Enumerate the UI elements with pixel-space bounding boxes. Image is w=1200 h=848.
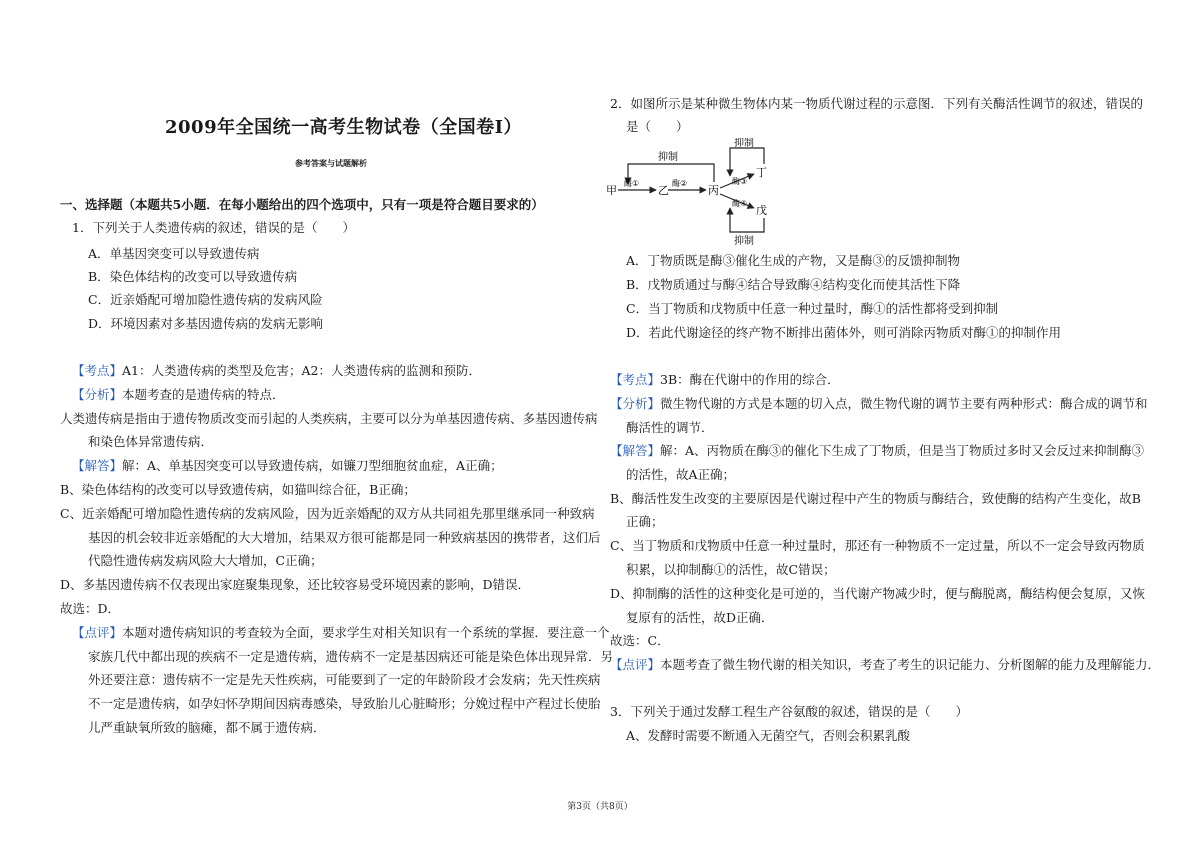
q1-jieda-c3: 代隐性遗传病发病风险大大增加，C正确； — [88, 553, 323, 568]
q1-jieda-d: D、多基因遗传病不仅表现出家庭聚集现象，还比较容易受环境因素的影响，D错误． — [60, 577, 531, 592]
label-inhibit-top-right: 抑制 — [734, 138, 754, 149]
page-title: 2009年全国统一高考生物试卷（全国卷Ⅰ） — [165, 117, 523, 138]
q1-option-b: B．染色体结构的改变可以导致遗传病 — [88, 269, 298, 284]
dianping-tag: 【点评】 — [72, 625, 123, 640]
q1-option-c: C．近亲婚配可增加隐性遗传病的发病风险 — [88, 292, 323, 307]
q1-jieda-c1: C、近亲婚配可增加隐性遗传病的发病风险，因为近亲婚配的双方从共同祖先那里继承同一种致病 — [60, 506, 595, 521]
inhibit-loop-top — [628, 164, 714, 184]
q1-kaodian: 【考点】A1：人类遗传病的类型及危害；A2：人类遗传病的监测和预防． — [72, 363, 481, 378]
jieda-tag: 【解答】 — [610, 443, 661, 458]
label-enzyme-4: 酶④ — [732, 199, 748, 208]
section-heading: 一、选择题（本题共5小题．在每小题给出的四个选项中，只有一项是符合题目要求的） — [60, 197, 544, 212]
q2-jieda-b1: B、酶活性发生改变的主要原因是代谢过程中产生的物质与酶结合，致使酶的结构产生变化，故B — [610, 491, 1141, 506]
node-wu: 戊 — [756, 204, 767, 217]
node-ding: 丁 — [756, 166, 767, 179]
q1-dianping-5: 儿严重缺氧所致的脑瘫，都不属于遗传病． — [88, 720, 326, 735]
q2-jieda-d2: 复原有的活性，故D正确． — [626, 610, 774, 625]
q1-fenxi: 【分析】本题考查的是遗传病的特点． — [72, 387, 285, 402]
label-enzyme-3: 酶③ — [732, 177, 748, 186]
q2-answer: 故选：C． — [610, 633, 670, 648]
q1-dianping-4: 不一定是遗传病，如孕妇怀孕期间因病毒感染，导致胎儿心脏畸形；分娩过程中产程过长使胎 — [88, 696, 601, 711]
q1-fenxi-body-2: 和染色体异常遗传病． — [88, 434, 214, 449]
q1-answer: 故选：D． — [60, 601, 121, 616]
fenxi-tag: 【分析】 — [72, 387, 123, 402]
label-enzyme-2: 酶② — [672, 179, 688, 188]
q1-stem: 1．下列关于人类遗传病的叙述，错误的是（ ） — [72, 220, 355, 235]
q2-stem-1: 2．如图所示是某种微生物体内某一物质代谢过程的示意图．下列有关酶活性调节的叙述，错误的 — [610, 96, 1143, 111]
q1-jieda-b: B、染色体结构的改变可以导致遗传病，如猫叫综合征，B正确； — [60, 482, 416, 497]
node-jia: 甲 — [606, 184, 617, 197]
page-footer: 第3页（共8页） — [567, 802, 633, 812]
q1-option-a: A．单基因突变可以导致遗传病 — [88, 246, 260, 261]
q1-option-d: D．环境因素对多基因遗传病的发病无影响 — [88, 316, 324, 331]
q3-stem: 3．下列关于通过发酵工程生产谷氨酸的叙述，错误的是（ ） — [610, 704, 968, 719]
q2-jieda-c1: C、当丁物质和戊物质中任意一种过量时，那还有一种物质不一定过量，所以不一定会导致丙物质 — [610, 538, 1145, 553]
q2-option-a: A．丁物质既是酶③催化生成的产物，又是酶③的反馈抑制物 — [626, 253, 961, 268]
kaodian-tag: 【考点】 — [610, 372, 661, 387]
q2-jieda-c2: 积累，以抑制酶①的活性，故C错误； — [626, 562, 836, 577]
q1-fenxi-body-1: 人类遗传病是指由于遗传物质改变而引起的人类疾病，主要可以分为单基因遗传病、多基因遗传病 — [60, 411, 598, 426]
q2-fenxi-2: 酶活性的调节． — [626, 420, 714, 435]
q2-option-d: D．若此代谢途径的终产物不断排出菌体外，则可消除丙物质对酶①的抑制作用 — [626, 325, 1062, 340]
fenxi-tag: 【分析】 — [610, 396, 661, 411]
q2-kaodian: 【考点】3B：酶在代谢中的作用的综合． — [610, 372, 840, 387]
q1-jieda-c2: 基因的机会较非近亲婚配的大大增加，结果双方很可能都是同一种致病基因的携带者，这们后 — [88, 530, 601, 545]
label-enzyme-1: 酶① — [624, 179, 640, 188]
q2-option-b: B．戊物质通过与酶④结合导致酶④结构变化而使其活性下降 — [626, 277, 961, 292]
q1-dianping: 【点评】本题对遗传病知识的考查较为全面，要求学生对相关知识有一个系统的掌握．要注意一个 — [72, 625, 610, 640]
q1-dianping-2: 家族几代中都出现的疾病不一定是遗传病，遗传病不一定是基因病还可能是染色体出现异常．另 — [88, 649, 614, 664]
q3-option-a: A、发酵时需要不断通入无菌空气，否则会积累乳酸 — [626, 728, 911, 743]
page-subtitle: 参考答案与试题解析 — [295, 158, 367, 168]
dianping-tag: 【点评】 — [610, 657, 661, 672]
node-yi: 乙 — [658, 184, 669, 197]
q2-option-c: C．当丁物质和戊物质中任意一种过量时，酶①的活性都将受到抑制 — [626, 301, 999, 316]
q2-dianping: 【点评】本题考查了微生物代谢的相关知识，考查了考生的识记能力、分析图解的能力及理解能力． — [610, 657, 1161, 672]
q2-jieda-a2: 的活性，故A正确； — [626, 467, 736, 482]
metabolic-pathway-diagram — [606, 138, 796, 246]
q2-jieda: 【解答】解：A、丙物质在酶③的催化下生成了丁物质，但是当丁物质过多时又会反过来抑制酶③ — [610, 443, 1145, 458]
q2-jieda-d1: D、抑制酶的活性的这种变化是可逆的，当代谢产物减少时，便与酶脱离，酶结构便会复原，又恢 — [610, 586, 1146, 601]
q2-stem-2: 是（ ） — [626, 119, 689, 134]
q1-jieda: 【解答】解：A、单基因突变可以导致遗传病，如镰刀型细胞贫血症，A正确； — [72, 458, 503, 473]
label-inhibit-bottom: 抑制 — [734, 236, 754, 246]
q1-dianping-3: 外还要注意：遗传病不一定是先天性疾病，可能要到了一定的年龄阶段才会发病；先天性疾病 — [88, 672, 601, 687]
q2-fenxi: 【分析】微生物代谢的方式是本题的切入点，微生物代谢的调节主要有两种形式：酶合成的调节和 — [610, 396, 1148, 411]
node-bing: 丙 — [708, 184, 719, 197]
q2-jieda-b2: 正确； — [626, 514, 664, 529]
jieda-tag: 【解答】 — [72, 458, 123, 473]
kaodian-tag: 【考点】 — [72, 363, 123, 378]
label-inhibit-top: 抑制 — [658, 152, 678, 163]
